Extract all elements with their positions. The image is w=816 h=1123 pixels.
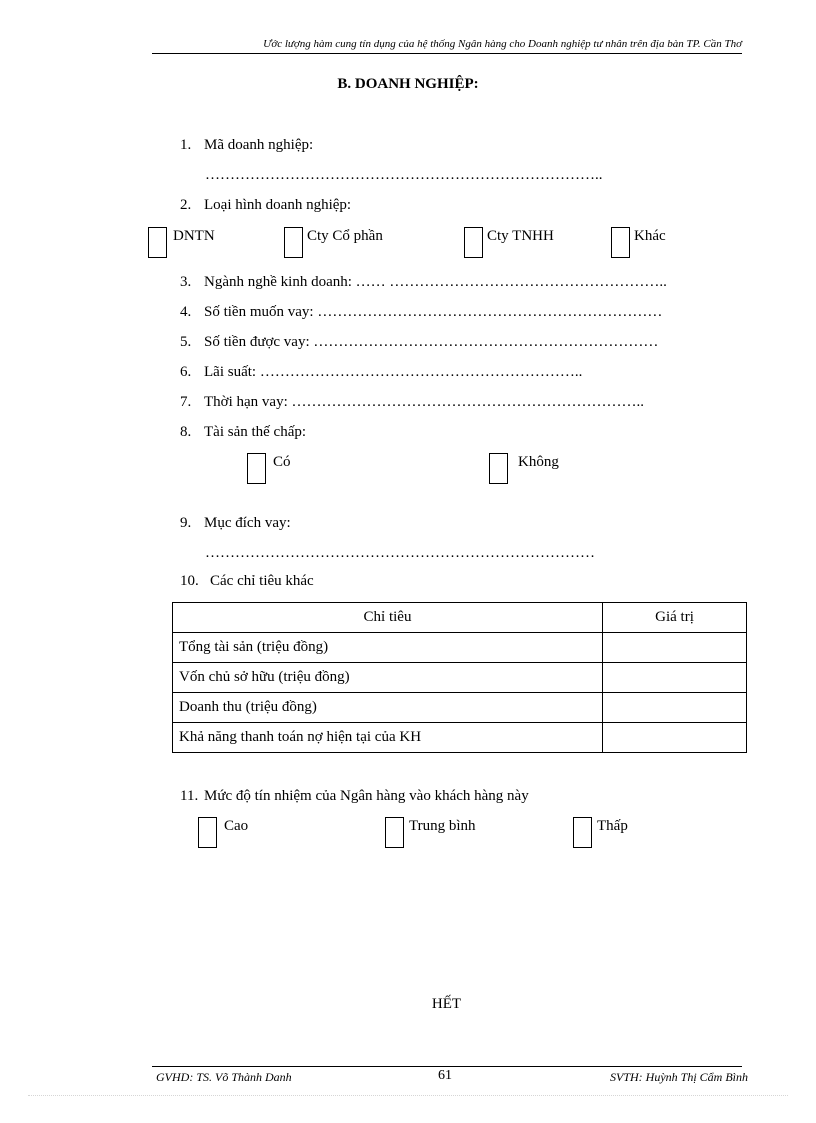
table-header-row <box>173 603 747 633</box>
checkbox-trung-binh[interactable] <box>385 817 404 848</box>
checkbox-khac[interactable] <box>611 227 630 258</box>
question-9 <box>180 515 291 532</box>
option-label-khac: Khác <box>634 228 666 244</box>
question-label: Loại hình doanh nghiệp: <box>204 197 352 213</box>
student-name: SVTH: Huỳnh Thị Cẩm Bình <box>610 1070 748 1084</box>
end-marker: HẾT <box>431 996 462 1012</box>
question-number: 8. <box>180 424 192 440</box>
table-row <box>173 723 747 753</box>
checkbox-cty-tnhh[interactable] <box>464 227 483 258</box>
checkbox-cao[interactable] <box>198 817 217 848</box>
advisor-name: GVHD: TS. Võ Thành Danh <box>156 1070 292 1084</box>
header-rule <box>152 53 742 54</box>
question-number: 11. <box>180 788 199 804</box>
question-number: 3. <box>180 274 192 290</box>
criteria-cell: Tổng tài sản (triệu đồng) <box>173 633 603 663</box>
question-number: 2. <box>180 197 192 213</box>
answer-line-1[interactable]: …………………………………………………………………….. <box>205 167 603 183</box>
question-label: Số tiền muốn vay: …………………………………………………………… <box>204 304 663 320</box>
question-label: Ngành nghề kinh doanh: …… ……………………………………………….. <box>204 274 667 290</box>
question-number: 1. <box>180 137 192 153</box>
table-row <box>173 633 747 663</box>
question-label: Thời hạn vay: …………………………………………………………….. <box>204 394 644 410</box>
checkbox-dntn[interactable] <box>148 227 167 258</box>
option-label-trung-binh: Trung bình <box>409 818 476 834</box>
question-7[interactable] <box>180 394 644 411</box>
option-label-cty-tnhh: Cty TNHH <box>487 228 554 244</box>
column-header-value: Giá trị <box>603 603 747 633</box>
criteria-cell: Vốn chủ sở hữu (triệu đồng) <box>173 663 603 693</box>
running-header: Ước lượng hàm cung tín dụng của hệ thống Ngân hàng cho Doanh nghiệp tư nhân trên địa bàn TP. Cần Thơ <box>263 38 742 50</box>
table-row <box>173 663 747 693</box>
question-label: Mức độ tín nhiệm của Ngân hàng vào khách hàng này <box>204 788 529 804</box>
section-title: B. DOANH NGHIỆP: <box>337 76 479 92</box>
question-label: Mục đích vay: <box>204 515 291 531</box>
value-cell[interactable] <box>603 633 747 663</box>
page-number: 61 <box>438 1068 452 1083</box>
question-11 <box>180 788 529 805</box>
question-1 <box>180 137 313 154</box>
checkbox-thap[interactable] <box>573 817 592 848</box>
option-label-thap: Thấp <box>597 818 628 834</box>
question-number: 9. <box>180 515 192 531</box>
question-2 <box>180 197 351 214</box>
question-number: 4. <box>180 304 192 320</box>
option-label-co: Có <box>273 454 291 470</box>
column-header-criteria: Chỉ tiêu <box>173 603 603 633</box>
criteria-cell: Khả năng thanh toán nợ hiện tại của KH <box>173 723 603 753</box>
checkbox-co[interactable] <box>247 453 266 484</box>
value-cell[interactable] <box>603 723 747 753</box>
table-row <box>173 693 747 723</box>
value-cell[interactable] <box>603 663 747 693</box>
question-label: Lãi suất: ……………………………………………………….. <box>204 364 583 380</box>
option-label-khong: Không <box>518 454 559 470</box>
question-10 <box>180 573 314 590</box>
question-label: Số tiền được vay: …………………………………………………………… <box>204 334 659 350</box>
option-label-cty-co-phan: Cty Cổ phần <box>307 228 383 244</box>
question-number: 10. <box>180 573 199 589</box>
question-label: Các chỉ tiêu khác <box>210 573 314 589</box>
checkbox-cty-co-phan[interactable] <box>284 227 303 258</box>
value-cell[interactable] <box>603 693 747 723</box>
answer-line-9[interactable]: …………………………………………………………………… <box>205 545 595 561</box>
page-edge <box>28 1095 788 1096</box>
question-8 <box>180 424 306 441</box>
criteria-cell: Doanh thu (triệu đồng) <box>173 693 603 723</box>
question-number: 7. <box>180 394 192 410</box>
question-5[interactable] <box>180 334 658 351</box>
criteria-table <box>172 602 747 753</box>
question-3[interactable] <box>180 274 667 291</box>
question-label: Mã doanh nghiệp: <box>204 137 314 153</box>
option-label-dntn: DNTN <box>173 228 215 244</box>
question-label: Tài sản thế chấp: <box>204 424 307 440</box>
question-6[interactable] <box>180 364 582 381</box>
question-4[interactable] <box>180 304 662 321</box>
question-number: 6. <box>180 364 192 380</box>
checkbox-khong[interactable] <box>489 453 508 484</box>
question-number: 5. <box>180 334 192 350</box>
footer-rule <box>152 1066 742 1067</box>
option-label-cao: Cao <box>224 818 249 834</box>
